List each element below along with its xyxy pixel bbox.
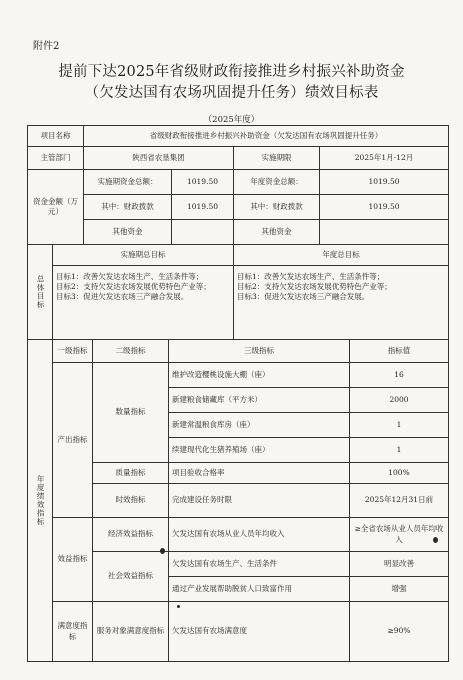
indicator-value: ≥90% bbox=[387, 626, 411, 636]
funds-other-label: 其他资金 bbox=[84, 220, 172, 245]
period-goals bbox=[53, 266, 234, 340]
annual-goals bbox=[234, 266, 448, 340]
indicator-value: 100% bbox=[350, 463, 448, 484]
indicator-name: 欠发达国有农场满意度 bbox=[169, 602, 350, 661]
annual-goal-1: 目标1：改善欠发达农场生产、生活条件等； bbox=[237, 272, 385, 281]
indicator-name: 新建常温粮食库房（座） bbox=[169, 413, 350, 438]
indicator-value: ≥全省农场从业人员年均收入 bbox=[350, 518, 448, 552]
economic-indicator-label: 经济效益指标 bbox=[93, 518, 169, 552]
project-name: 省级财政衔接推进乡村振兴补助资金（欠发达国有农场巩固提升任务） bbox=[84, 126, 448, 147]
indicator-value: 增强 bbox=[350, 577, 448, 602]
scan-mark bbox=[160, 548, 165, 554]
funds-other-value bbox=[172, 220, 234, 245]
department-label: 主管部门 bbox=[28, 147, 84, 170]
annual-total-value: 1019.50 bbox=[320, 170, 448, 195]
period-goal-3: 目标3：促进欠发达农场三产融合发展。 bbox=[56, 292, 189, 302]
period-goal-2: 目标2：支持欠发达农场发展优势特色产业等； bbox=[56, 282, 211, 292]
header-level1: 一级指标 bbox=[53, 340, 93, 363]
annual-other-label: 其他资金 bbox=[234, 220, 320, 245]
indicator-name: 项目验收合格率 bbox=[169, 463, 350, 484]
title-line-2: （欠发达国有农场巩固提升任务）绩效目标表 bbox=[84, 85, 379, 101]
indicators-label: 年度绩效指标 bbox=[28, 340, 53, 661]
indicator-name: 维护改造樱桃设施大棚（座） bbox=[169, 363, 350, 388]
funds-fiscal-value: 1019.50 bbox=[172, 195, 234, 220]
scan-mark bbox=[433, 537, 438, 543]
indicator-name: 欠发达国有农场生产、生活条件 bbox=[169, 552, 350, 577]
period-goal-header: 实施期总目标 bbox=[53, 245, 234, 266]
indicator-name: 通过产业发展帮助脱贫人口致富作用 bbox=[169, 577, 350, 602]
funds-total-label: 实施期资金总额： bbox=[84, 170, 172, 195]
performance-target-table bbox=[27, 125, 449, 662]
satisfaction-indicator-label: 满意度指标 bbox=[53, 602, 93, 661]
indicator-value: 1 bbox=[350, 438, 448, 463]
indicator-value: 2000 bbox=[350, 388, 448, 413]
annual-goal-header: 年度总目标 bbox=[234, 245, 448, 266]
output-indicator-label: 产出指标 bbox=[53, 363, 93, 518]
annual-fiscal-value: 1019.50 bbox=[320, 195, 448, 220]
year-label: （2025年度） bbox=[203, 115, 260, 125]
timeliness-indicator-label: 时效指标 bbox=[93, 484, 169, 518]
indicator-value: 2025年12月31日前 bbox=[350, 484, 448, 518]
period-goal-1: 目标1：改善欠发达农场生产、生活条件等； bbox=[56, 272, 204, 281]
project-name-label: 项目名称 bbox=[28, 126, 84, 147]
quantity-indicator-label: 数量指标 bbox=[93, 363, 169, 463]
indicator-value: 明显改善 bbox=[350, 552, 448, 577]
quality-indicator-label: 质量指标 bbox=[93, 463, 169, 484]
header-level3: 三级指标 bbox=[169, 340, 350, 363]
indicator-name: 完成建设任务时限 bbox=[169, 484, 350, 518]
annual-other-value bbox=[320, 220, 448, 245]
funds-fiscal-label: 其中：财政拨款 bbox=[84, 195, 172, 220]
overall-goal-label: 总体目标 bbox=[28, 245, 53, 340]
title-line-1: 提前下达2025年省级财政衔接推进乡村振兴补助资金 bbox=[58, 64, 405, 80]
indicator-value: 1 bbox=[350, 413, 448, 438]
attachment-label: 附件2 bbox=[33, 41, 60, 52]
social-indicator-label: 社会效益指标 bbox=[93, 552, 169, 602]
indicator-name: 新建粮食储藏库（平方米） bbox=[169, 388, 350, 413]
scan-mark bbox=[177, 605, 180, 608]
annual-goal-2: 目标2：支持欠发达农场发展优势特色产业等； bbox=[237, 282, 392, 292]
indicator-name: 续建现代化生猪养殖场（座） bbox=[169, 438, 350, 463]
service-satisfaction-label: 服务对象满意度指标 bbox=[93, 602, 169, 661]
period-label: 实施期限 bbox=[234, 147, 320, 170]
funds-label: 资金金额（万元） bbox=[28, 170, 84, 245]
annual-fiscal-label: 其中：财政拨款 bbox=[234, 195, 320, 220]
period: 2025年1月-12月 bbox=[320, 147, 448, 170]
department: 陕西省农垦集团 bbox=[84, 147, 234, 170]
funds-total-value: 1019.50 bbox=[172, 170, 234, 195]
annual-goal-3: 目标3：促进欠发达农场三产融合发展。 bbox=[237, 292, 370, 302]
annual-total-label: 年度资金总额： bbox=[234, 170, 320, 195]
header-level2: 二级指标 bbox=[93, 340, 169, 363]
benefit-indicator-label: 效益指标 bbox=[53, 518, 93, 602]
indicator-value: 16 bbox=[350, 363, 448, 388]
indicator-name: 欠发达国有农场从业人员年均收入 bbox=[169, 518, 350, 552]
header-value: 指标值 bbox=[350, 340, 448, 363]
